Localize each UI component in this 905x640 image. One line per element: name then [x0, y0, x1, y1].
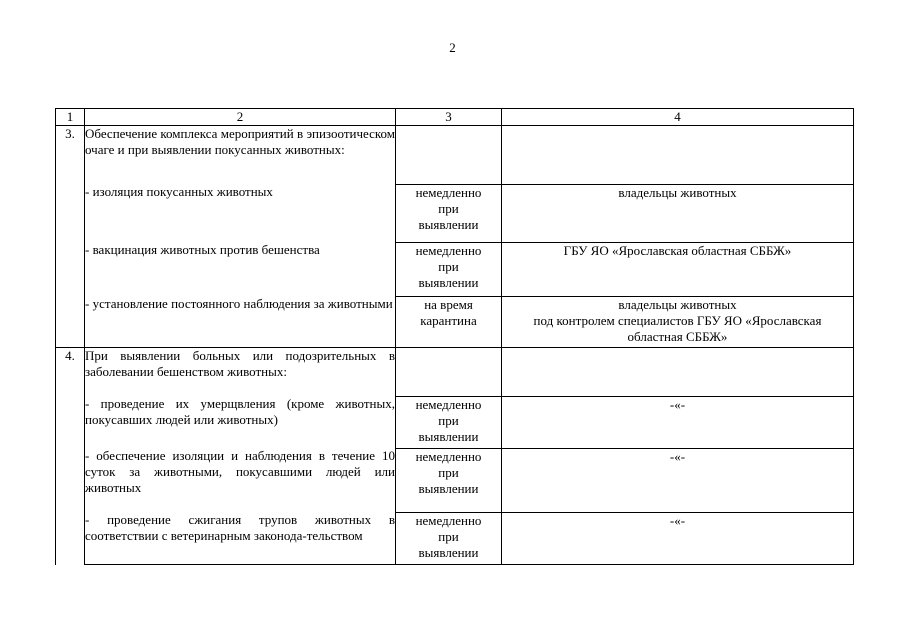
timing-cell	[396, 396, 502, 448]
timing-line: немедленно	[415, 512, 482, 528]
timing-line: выявлении	[418, 428, 479, 444]
timing-cell	[396, 242, 502, 296]
table-row	[56, 296, 854, 348]
timing-line: немедленно	[415, 242, 482, 258]
table-row	[56, 184, 854, 242]
timing-line: немедленно	[415, 448, 482, 464]
section-number: 3.	[56, 126, 85, 348]
section-title-row	[56, 348, 854, 397]
table-row	[56, 242, 854, 296]
responsible-cell	[502, 448, 854, 512]
measure-text: - обеспечение изоляции и наблюдения в течение 10 суток за животными, покусавшими людей или животных	[85, 448, 396, 512]
measure-text: - изоляция покусанных животных	[85, 184, 396, 242]
timing-line: при	[438, 412, 459, 428]
timing-line: немедленно	[415, 396, 482, 412]
timing-line: при	[438, 200, 459, 216]
table-header-row	[56, 109, 854, 126]
timing-line: при	[438, 258, 459, 274]
responsible-line: областная СББЖ»	[627, 328, 728, 344]
column-header-2: 2	[85, 109, 396, 126]
timing-line: выявлении	[418, 216, 479, 232]
timing-cell	[396, 448, 502, 512]
timing-line: выявлении	[418, 544, 479, 560]
measure-text: - проведение их умерщвления (кроме животных, покусавших людей или животных)	[85, 396, 396, 448]
responsible-line: ГБУ ЯО «Ярославская областная СББЖ»	[563, 242, 792, 258]
table-row	[56, 448, 854, 512]
timing-cell	[396, 512, 502, 565]
column-header-1: 1	[56, 109, 85, 126]
timing-cell	[396, 184, 502, 242]
timing-line: выявлении	[418, 274, 479, 290]
column-header-4: 4	[502, 109, 854, 126]
responsible-cell	[502, 296, 854, 348]
responsible-line: -«-	[669, 396, 686, 412]
responsible-line: под контролем специалистов ГБУ ЯО «Ярославская	[533, 312, 822, 328]
responsible-line: владельцы животных	[618, 184, 737, 200]
responsible-cell	[502, 184, 854, 242]
responsible-line: -«-	[669, 512, 686, 528]
timing-cell	[396, 296, 502, 348]
responsible-cell	[502, 512, 854, 565]
timing-line: немедленно	[415, 184, 482, 200]
section-title-row	[56, 126, 854, 185]
timing-line: карантина	[420, 312, 477, 328]
responsible-line: -«-	[669, 448, 686, 464]
measure-text: - установление постоянного наблюдения за животными	[85, 296, 396, 348]
column-header-3: 3	[396, 109, 502, 126]
measure-text: - вакцинация животных против бешенства	[85, 242, 396, 296]
table-row	[56, 512, 854, 565]
section-title: Обеспечение комплекса мероприятий в эпизоотическом очаге и при выявлении покусанных животных:	[85, 126, 396, 185]
timing-line: при	[438, 464, 459, 480]
measure-text: - проведение сжигания трупов животных в соответствии с ветеринарным законода-тельством	[85, 512, 396, 565]
timing-line: на время	[424, 296, 473, 312]
section-number: 4.	[56, 348, 85, 565]
responsible-line: владельцы животных	[618, 296, 737, 312]
section-title: При выявлении больных или подозрительных в заболевании бешенством животных:	[85, 348, 396, 397]
responsible-cell	[502, 242, 854, 296]
page-number: 2	[449, 40, 456, 55]
timing-line: при	[438, 528, 459, 544]
timing-line: выявлении	[418, 480, 479, 496]
measures-table	[55, 108, 854, 565]
table-row	[56, 396, 854, 448]
responsible-cell	[502, 396, 854, 448]
